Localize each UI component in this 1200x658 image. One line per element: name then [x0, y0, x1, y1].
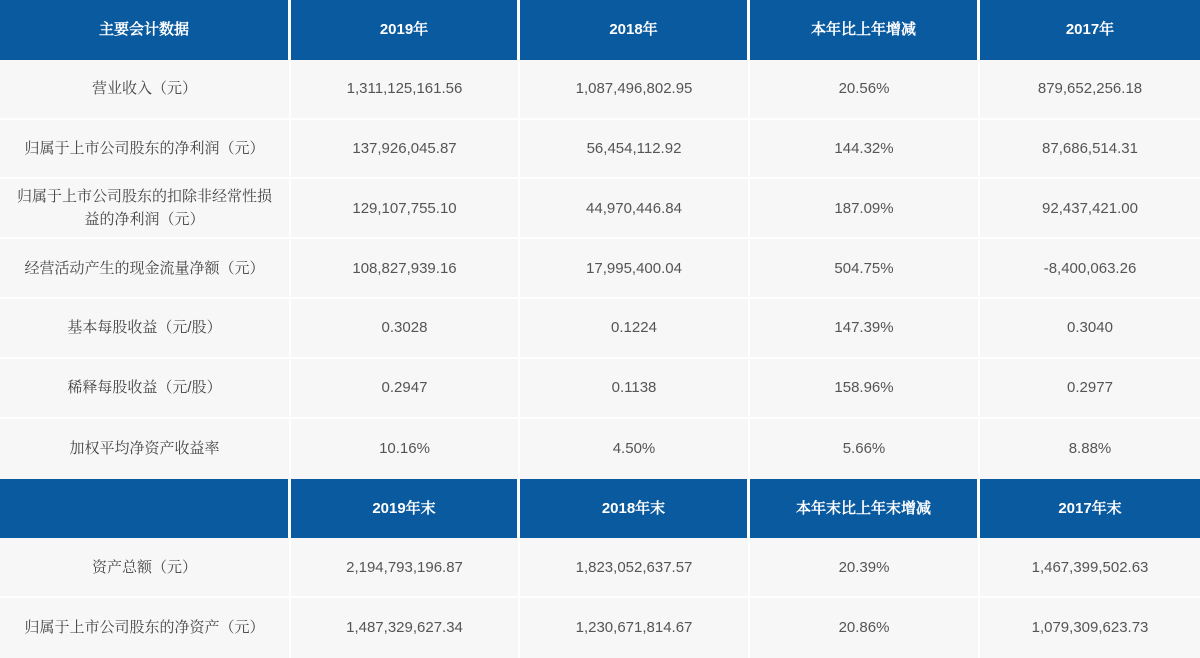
- cell-value: 144.32%: [750, 120, 980, 180]
- cell-value: 87,686,514.31: [980, 120, 1200, 180]
- row-label: 经营活动产生的现金流量净额（元）: [0, 239, 291, 299]
- cell-value: 1,487,329,627.34: [291, 598, 520, 658]
- cell-value: 187.09%: [750, 179, 980, 239]
- header-2019: 2019年: [291, 0, 520, 60]
- header-2018: 2018年: [520, 0, 750, 60]
- header-2017: 2017年: [980, 0, 1200, 60]
- cell-value: 0.3028: [291, 299, 520, 359]
- cell-value: 10.16%: [291, 419, 520, 479]
- cell-value: 5.66%: [750, 419, 980, 479]
- cell-value: 504.75%: [750, 239, 980, 299]
- row-label: 加权平均净资产收益率: [0, 419, 291, 479]
- cell-value: 147.39%: [750, 299, 980, 359]
- cell-value: 1,079,309,623.73: [980, 598, 1200, 658]
- cell-value: 20.86%: [750, 598, 980, 658]
- cell-value: 158.96%: [750, 359, 980, 419]
- row-label: 资产总额（元）: [0, 538, 291, 598]
- cell-value: 20.39%: [750, 538, 980, 598]
- cell-value: 2,194,793,196.87: [291, 538, 520, 598]
- cell-value: 0.3040: [980, 299, 1200, 359]
- header-metric: 主要会计数据: [0, 0, 291, 60]
- row-label: 稀释每股收益（元/股）: [0, 359, 291, 419]
- row-label: 归属于上市公司股东的扣除非经常性损益的净利润（元）: [0, 179, 291, 239]
- cell-value: 129,107,755.10: [291, 179, 520, 239]
- cell-value: 0.2947: [291, 359, 520, 419]
- header-2018-end: 2018年末: [520, 479, 750, 539]
- header-2017-end: 2017年末: [980, 479, 1200, 539]
- cell-value: 20.56%: [750, 60, 980, 120]
- cell-value: 879,652,256.18: [980, 60, 1200, 120]
- cell-value: 0.1138: [520, 359, 750, 419]
- row-label: 归属于上市公司股东的净资产（元）: [0, 598, 291, 658]
- header-blank: [0, 479, 291, 539]
- header-yoy-end-change: 本年末比上年末增减: [750, 479, 980, 539]
- cell-value: 92,437,421.00: [980, 179, 1200, 239]
- cell-value: 1,230,671,814.67: [520, 598, 750, 658]
- cell-value: 108,827,939.16: [291, 239, 520, 299]
- cell-value: 17,995,400.04: [520, 239, 750, 299]
- row-label: 营业收入（元）: [0, 60, 291, 120]
- cell-value: 1,823,052,637.57: [520, 538, 750, 598]
- header-2019-end: 2019年末: [291, 479, 520, 539]
- header-yoy-change: 本年比上年增减: [750, 0, 980, 60]
- cell-value: 1,467,399,502.63: [980, 538, 1200, 598]
- cell-value: 1,087,496,802.95: [520, 60, 750, 120]
- cell-value: 8.88%: [980, 419, 1200, 479]
- cell-value: 0.2977: [980, 359, 1200, 419]
- cell-value: 0.1224: [520, 299, 750, 359]
- cell-value: 1,311,125,161.56: [291, 60, 520, 120]
- cell-value: -8,400,063.26: [980, 239, 1200, 299]
- cell-value: 44,970,446.84: [520, 179, 750, 239]
- row-label: 基本每股收益（元/股）: [0, 299, 291, 359]
- cell-value: 56,454,112.92: [520, 120, 750, 180]
- cell-value: 137,926,045.87: [291, 120, 520, 180]
- cell-value: 4.50%: [520, 419, 750, 479]
- row-label: 归属于上市公司股东的净利润（元）: [0, 120, 291, 180]
